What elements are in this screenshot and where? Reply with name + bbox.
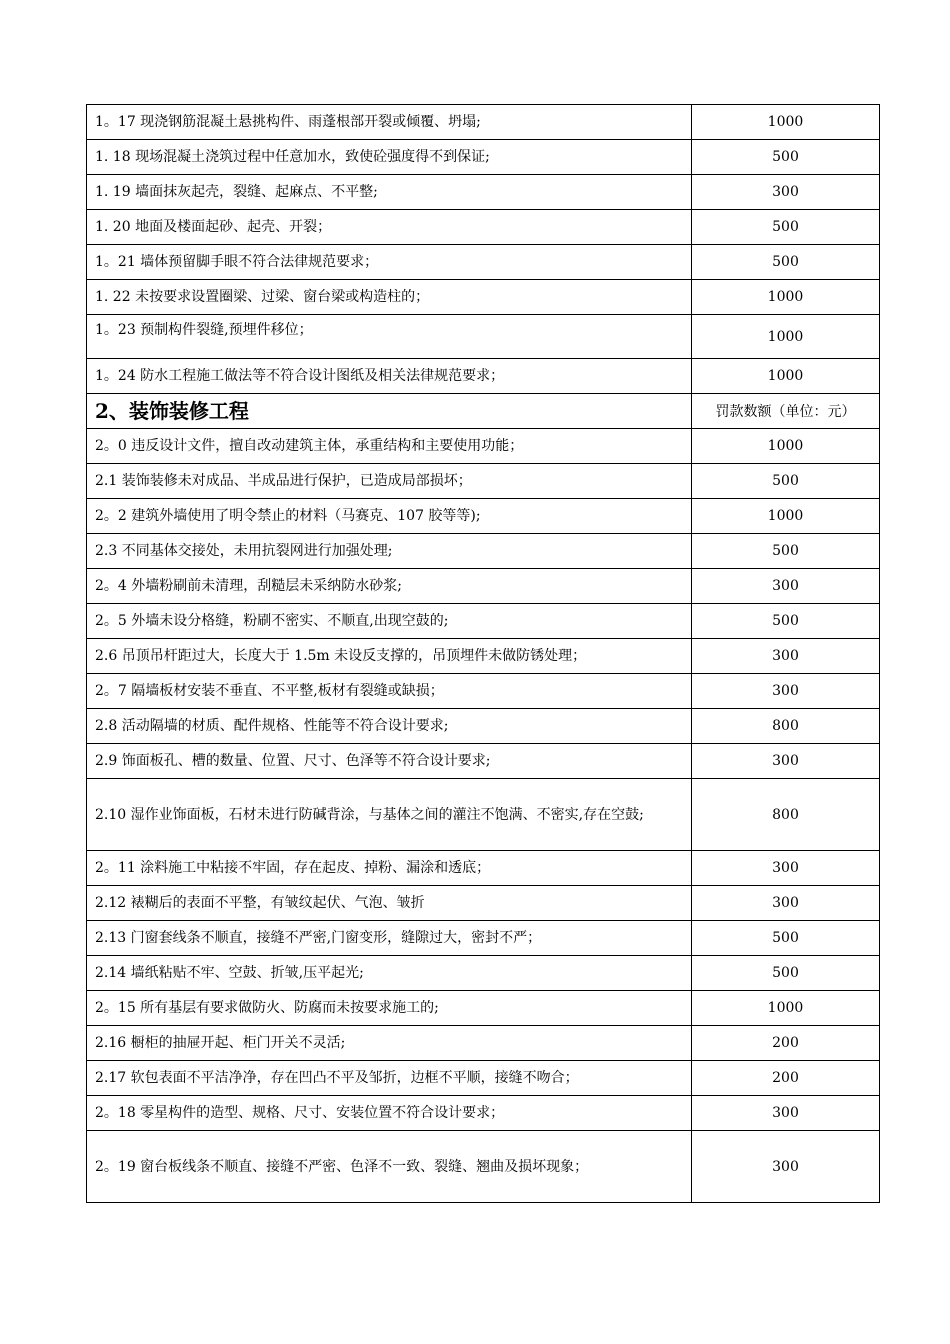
table-row <box>87 534 880 569</box>
item-description <box>87 534 692 569</box>
table-row <box>87 604 880 639</box>
item-text: 2.9 饰面板孔、槽的数量、位置、尺寸、色泽等不符合设计要求; <box>95 753 491 769</box>
section-title: 2、装饰装修工程 <box>87 394 692 429</box>
item-description <box>87 315 692 359</box>
item-description <box>87 245 692 280</box>
table-row <box>87 429 880 464</box>
item-text: 1。24 防水工程施工做法等不符合设计图纸及相关法律规范要求； <box>95 368 505 384</box>
item-description <box>87 499 692 534</box>
item-text: 2.16 橱柜的抽屉开起、柜门开关不灵活; <box>95 1035 346 1051</box>
item-description <box>87 709 692 744</box>
item-description <box>87 674 692 709</box>
table-row <box>87 569 880 604</box>
item-text: 1。17 现浇钢筋混凝土悬挑构件、雨蓬根部开裂或倾覆、坍塌; <box>95 114 481 130</box>
penalty-amount: 500 <box>692 210 880 245</box>
item-description <box>87 639 692 674</box>
item-description <box>87 140 692 175</box>
item-text: 2。15 所有基层有要求做防火、防腐而未按要求施工的; <box>95 1000 439 1016</box>
penalty-amount: 1000 <box>692 315 880 359</box>
table-row <box>87 1096 880 1131</box>
penalty-amount: 300 <box>692 851 880 886</box>
penalty-amount: 1000 <box>692 429 880 464</box>
penalty-amount: 500 <box>692 245 880 280</box>
item-text: 1。23 预制构件裂缝,预埋件移位； <box>95 322 313 338</box>
table-row <box>87 674 880 709</box>
item-description <box>87 604 692 639</box>
table-row <box>87 1131 880 1203</box>
table-row <box>87 779 880 851</box>
penalty-amount: 500 <box>692 464 880 499</box>
item-text: 2.13 门窗套线条不顺直，接缝不严密,门窗变形，缝隙过大，密封不严； <box>95 930 542 946</box>
penalty-amount: 500 <box>692 534 880 569</box>
table-row <box>87 175 880 210</box>
penalty-amount: 300 <box>692 569 880 604</box>
penalty-amount: 300 <box>692 175 880 210</box>
penalty-table <box>86 104 880 1203</box>
item-text: 2。5 外墙未设分格缝，粉刷不密实、不顺直,出现空鼓的; <box>95 613 449 629</box>
item-text: 2.12 裱糊后的表面不平整，有皱纹起伏、气泡、皱折 <box>95 895 425 911</box>
item-text: 2.14 墙纸粘贴不牢、空鼓、折皱,压平起光; <box>95 965 364 981</box>
item-text: 1。21 墙体预留脚手眼不符合法律规范要求； <box>95 254 379 270</box>
penalty-amount: 500 <box>692 604 880 639</box>
penalty-amount: 300 <box>692 744 880 779</box>
penalty-amount: 300 <box>692 1096 880 1131</box>
table-row <box>87 464 880 499</box>
table-row <box>87 315 880 359</box>
item-description <box>87 991 692 1026</box>
penalty-amount: 800 <box>692 779 880 851</box>
table-row <box>87 140 880 175</box>
item-text: 2。18 零星构件的造型、规格、尺寸、安装位置不符合设计要求； <box>95 1105 505 1121</box>
item-description <box>87 359 692 394</box>
penalty-amount: 1000 <box>692 499 880 534</box>
item-description <box>87 779 692 851</box>
item-description <box>87 1131 692 1203</box>
item-description <box>87 464 692 499</box>
penalty-amount: 1000 <box>692 105 880 140</box>
item-description <box>87 956 692 991</box>
item-text: 2.3 不同基体交接处，未用抗裂网进行加强处理; <box>95 543 393 559</box>
section-header-row <box>87 394 880 429</box>
item-text: 1. 20 地面及楼面起砂、起壳、开裂； <box>95 219 332 235</box>
item-description <box>87 851 692 886</box>
item-description <box>87 1096 692 1131</box>
amount-column-header: 罚款数额（单位：元） <box>692 394 880 429</box>
penalty-amount: 300 <box>692 674 880 709</box>
item-description <box>87 744 692 779</box>
table-row <box>87 499 880 534</box>
item-text: 2.1 装饰装修未对成品、半成品进行保护，已造成局部损坏； <box>95 473 472 489</box>
table-row <box>87 359 880 394</box>
item-description <box>87 175 692 210</box>
table-row <box>87 921 880 956</box>
item-description <box>87 105 692 140</box>
item-description <box>87 921 692 956</box>
item-description <box>87 886 692 921</box>
item-text: 1. 22 未按要求设置圈梁、过梁、窗台梁或构造柱的； <box>95 289 430 305</box>
item-description <box>87 1061 692 1096</box>
item-text: 1. 19 墙面抹灰起壳，裂缝、起麻点、不平整; <box>95 184 378 200</box>
penalty-amount: 1000 <box>692 280 880 315</box>
table-row <box>87 851 880 886</box>
table-row <box>87 245 880 280</box>
table-row <box>87 210 880 245</box>
item-description <box>87 429 692 464</box>
item-text: 1. 18 现场混凝土浇筑过程中任意加水，致使砼强度得不到保证; <box>95 149 490 165</box>
item-text: 2。19 窗台板线条不顺直、接缝不严密、色泽不一致、裂缝、翘曲及损坏现象； <box>95 1158 589 1175</box>
penalty-amount: 500 <box>692 921 880 956</box>
table-row <box>87 1026 880 1061</box>
item-description <box>87 210 692 245</box>
item-text: 2.8 活动隔墙的材质、配件规格、性能等不符合设计要求; <box>95 718 449 734</box>
item-description <box>87 1026 692 1061</box>
table-row <box>87 280 880 315</box>
item-text: 2.17 软包表面不平洁净净，存在凹凸不平及邹折，边框不平顺，接缝不吻合； <box>95 1070 579 1086</box>
penalty-amount: 1000 <box>692 991 880 1026</box>
item-text: 2。0 违反设计文件，擅自改动建筑主体，承重结构和主要使用功能； <box>95 438 524 454</box>
table-row <box>87 991 880 1026</box>
table-row <box>87 956 880 991</box>
penalty-amount: 300 <box>692 639 880 674</box>
penalty-amount: 500 <box>692 956 880 991</box>
table-row <box>87 744 880 779</box>
item-description <box>87 280 692 315</box>
item-text: 2。2 建筑外墙使用了明令禁止的材料（马赛克、107 胶等等); <box>95 508 481 524</box>
penalty-amount: 800 <box>692 709 880 744</box>
item-description <box>87 569 692 604</box>
penalty-amount: 300 <box>692 1131 880 1203</box>
penalty-amount: 200 <box>692 1061 880 1096</box>
table-row <box>87 1061 880 1096</box>
item-text: 2。11 涂料施工中粘接不牢固，存在起皮、掉粉、漏涂和透底； <box>95 860 491 876</box>
penalty-amount: 500 <box>692 140 880 175</box>
item-text: 2。7 隔墙板材安装不垂直、不平整,板材有裂缝或缺损； <box>95 683 444 699</box>
table-row <box>87 639 880 674</box>
table-row <box>87 886 880 921</box>
table-row <box>87 105 880 140</box>
item-text: 2。4 外墙粉刷前未清理，刮糙层未采纳防水砂浆; <box>95 578 402 594</box>
table-row <box>87 709 880 744</box>
item-text: 2.6 吊顶吊杆距过大，长度大于 1.5m 未设反支撑的，吊顶埋件未做防锈处理； <box>95 648 587 664</box>
penalty-amount: 1000 <box>692 359 880 394</box>
item-text: 2.10 湿作业饰面板，石材未进行防碱背涂，与基体之间的灌注不饱满、不密实,存在空鼓; <box>95 806 644 823</box>
penalty-amount: 200 <box>692 1026 880 1061</box>
penalty-amount: 300 <box>692 886 880 921</box>
